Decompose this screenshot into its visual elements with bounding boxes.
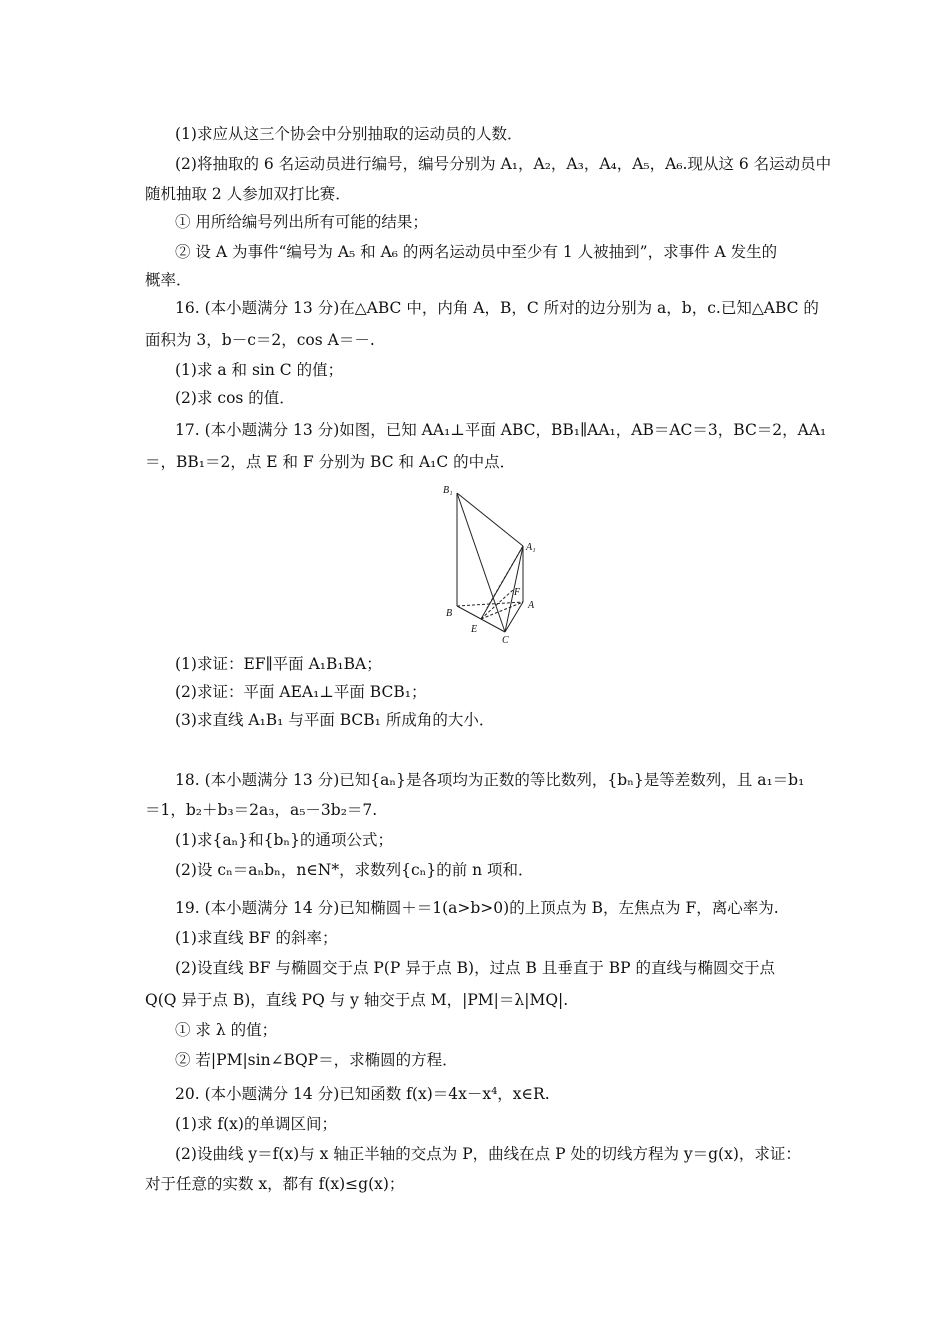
problem-18-line: 18. (本小题满分 13 分)已知{aₙ}是各项均为正数的等比数列，{bₙ}是等差数列，且 a₁＝b₁	[175, 771, 805, 789]
text-line: (1)求应从这三个协会中分别抽取的运动员的人数．	[175, 125, 523, 143]
vertex-label-a: A	[528, 600, 535, 611]
text-line: (1)求 a 和 sin C 的值；	[175, 361, 344, 379]
text-line: ① 求 λ 的值；	[175, 1021, 278, 1039]
text-line: (1)求证：EF∥平面 A₁B₁BA；	[175, 655, 382, 673]
text-line: ＝1，b₂＋b₃＝2a₃，a₅－3b₂＝7.	[145, 801, 378, 819]
text-line: ② 设 A 为事件“编号为 A₅ 和 A₆ 的两名运动员中至少有 1 人被抽到”，求事件 A 发生的	[175, 243, 778, 261]
text-line: ＝，BB₁＝2，点 E 和 F 分别为 BC 和 A₁C 的中点．	[145, 453, 516, 471]
geometry-diagram	[435, 480, 545, 645]
problem-17-line: 17. (本小题满分 13 分)如图，已知 AA₁⊥平面 ABC，BB₁∥AA₁，AB＝AC＝3，BC＝2，AA₁	[175, 421, 827, 439]
text-line: (2)设 cₙ＝aₙbₙ，n∈N*，求数列{cₙ}的前 n 项和．	[175, 861, 534, 879]
text-line: 面积为 3，b－c＝2，cos A＝－.	[145, 331, 375, 349]
text-line: (2)求证：平面 AEA₁⊥平面 BCB₁；	[175, 683, 427, 701]
text-line: (3)求直线 A₁B₁ 与平面 BCB₁ 所成角的大小．	[175, 711, 495, 729]
text-line: ① 用所给编号列出所有可能的结果；	[175, 213, 428, 231]
text-line: 随机抽取 2 人参加双打比赛．	[145, 185, 351, 203]
problem-19-line: 19. (本小题满分 14 分)已知椭圆＋＝1(a>b>0)的上顶点为 B，左焦点为 F，离心率为.	[175, 899, 779, 917]
vertex-label-c: C	[502, 635, 509, 645]
text-line: (1)求 f(x)的单调区间；	[175, 1115, 337, 1133]
text-line: 概率．	[145, 271, 192, 289]
text-line: (2)求 cos 的值．	[175, 389, 295, 407]
text-line: ② 若|PM|sin∠BQP＝，求椭圆的方程．	[175, 1051, 458, 1069]
vertex-label-b: B	[446, 608, 453, 619]
text-line: 对于任意的实数 x，都有 f(x)≤g(x)；	[145, 1175, 405, 1193]
text-line: (1)求直线 BF 的斜率；	[175, 929, 338, 947]
text-line: (2)设曲线 y＝f(x)与 x 轴正半轴的交点为 P，曲线在点 P 处的切线方程为 y＝g(x)，求证：	[175, 1145, 801, 1163]
problem-20-line: 20. (本小题满分 14 分)已知函数 f(x)＝4x－x⁴，x∈R.	[175, 1085, 550, 1103]
text-line: Q(Q 异于点 B)，直线 PQ 与 y 轴交于点 M，|PM|＝λ|MQ|.	[145, 991, 569, 1009]
point-label-f: F	[514, 587, 521, 598]
text-line: (2)将抽取的 6 名运动员进行编号，编号分别为 A₁，A₂，A₃，A₄，A₅，A₆.现从这 6 名运动员中	[175, 155, 832, 173]
text-line: (2)设直线 BF 与椭圆交于点 P(P 异于点 B)，过点 B 且垂直于 BP 的直线与椭圆交于点	[175, 959, 775, 977]
vertex-label-a1: A₁	[526, 542, 536, 553]
text-line: (1)求{aₙ}和{bₙ}的通项公式；	[175, 831, 393, 849]
problem-16-line: 16. (本小题满分 13 分)在△ABC 中，内角 A，B，C 所对的边分别为 a，b，c.已知△ABC 的	[175, 299, 819, 317]
point-label-e: E	[471, 624, 478, 635]
vertex-label-b1: B₁	[443, 485, 453, 496]
prism-figure	[435, 480, 545, 645]
